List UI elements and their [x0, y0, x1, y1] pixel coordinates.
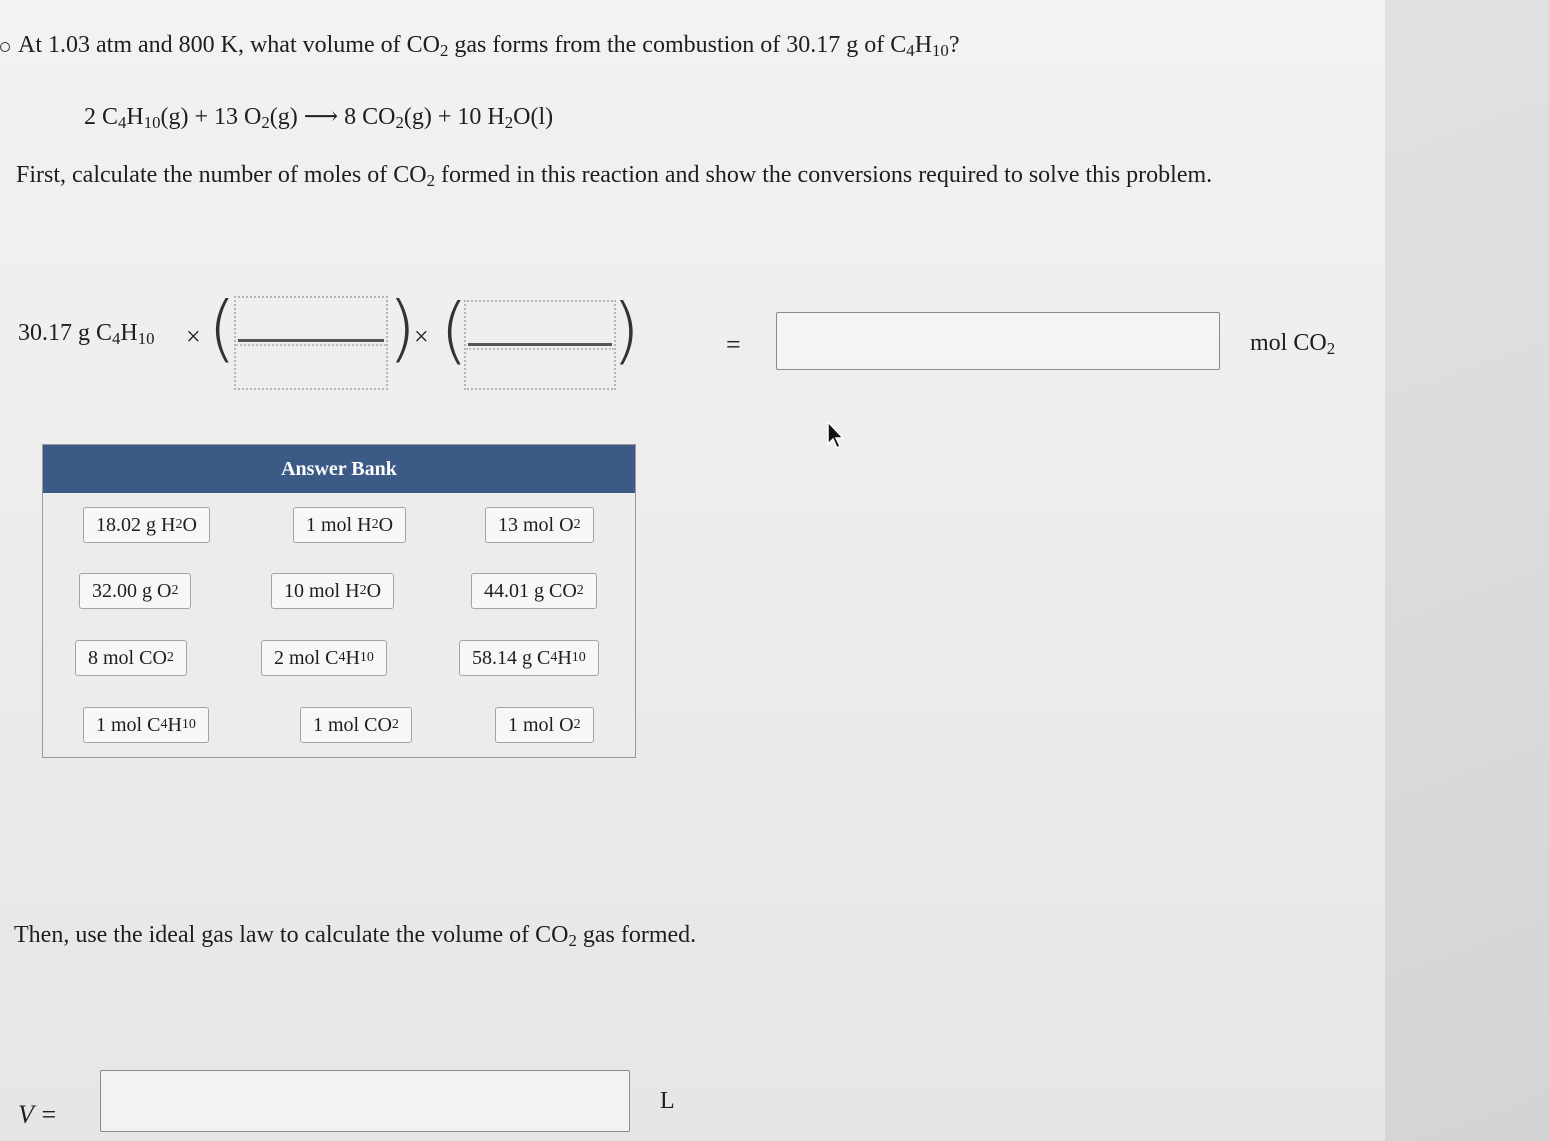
- chemical-equation: 2 $C_4H_{10}(g) + 13$ $O_2(g)$ ⟶ 8 $CO_2(g) + 10$ $H_2O(l)$: [84, 104, 554, 133]
- paren-open-2: (: [440, 288, 469, 372]
- fraction-1-numerator-slot[interactable]: [236, 298, 386, 338]
- question-bullet-icon: [0, 42, 10, 52]
- fraction-1-bar: [238, 339, 384, 342]
- paren-close-2: ): [612, 288, 641, 372]
- chip-13-mol-o2[interactable]: 13 mol O 2: [485, 507, 594, 543]
- instruction-text: First, calculate the number of moles of $CO_2$ formed in this reaction and show the conversions required to solve this problem.: [16, 162, 1213, 191]
- chip-2-mol-c4h10[interactable]: 2 mol C 4 H 10: [261, 640, 387, 676]
- conversion-fraction-1[interactable]: [234, 296, 388, 390]
- multiply-sign-2: ×: [414, 322, 429, 351]
- chip-10-mol-h2o[interactable]: 10 mol H 2 O: [271, 573, 394, 609]
- given-quantity: 30.17 g $C_4H_{10}$: [18, 320, 155, 349]
- chip-8-mol-co2[interactable]: 8 mol CO 2: [75, 640, 187, 676]
- paren-open-1: (: [208, 286, 237, 370]
- fraction-2-denominator-slot[interactable]: [466, 348, 614, 388]
- chip-1-mol-co2[interactable]: 1 mol CO 2: [300, 707, 412, 743]
- volume-unit-label: L: [660, 1088, 675, 1114]
- answer-bank: [42, 444, 636, 758]
- mouse-pointer-icon: [826, 420, 846, 450]
- chip-44-01-g-co2[interactable]: 44.01 g CO 2: [471, 573, 597, 609]
- moles-answer-input[interactable]: [776, 312, 1220, 370]
- chip-18-02-g-h2o[interactable]: 18.02 g H 2 O: [83, 507, 210, 543]
- answer-bank-title: Answer Bank: [43, 445, 635, 493]
- moles-unit-label: mol $CO_2$: [1250, 330, 1336, 359]
- fraction-2-numerator-slot[interactable]: [466, 302, 614, 342]
- volume-answer-input[interactable]: [100, 1070, 630, 1132]
- paren-close-1: ): [388, 286, 417, 370]
- chip-1-mol-o2[interactable]: 1 mol O 2: [495, 707, 594, 743]
- conversion-fraction-2[interactable]: [464, 300, 616, 390]
- question-text: At 1.03 atm and 800 K, what volume of $CO_2$ gas forms from the combustion of 30.17 g of $C_4H_{10}$?: [18, 32, 960, 61]
- volume-label: V =: [18, 1100, 58, 1129]
- multiply-sign: ×: [186, 322, 201, 351]
- fraction-1-denominator-slot[interactable]: [236, 344, 386, 388]
- chip-1-mol-h2o[interactable]: 1 mol H 2 O: [293, 507, 406, 543]
- equals-sign: =: [726, 330, 741, 359]
- fraction-2-bar: [468, 343, 612, 346]
- chip-1-mol-c4h10[interactable]: 1 mol C 4 H 10: [83, 707, 209, 743]
- chip-32-00-g-o2[interactable]: 32.00 g O 2: [79, 573, 191, 609]
- chip-58-14-g-c4h10[interactable]: 58.14 g C 4 H 10: [459, 640, 599, 676]
- ideal-gas-instruction: Then, use the ideal gas law to calculate the volume of $CO_2$ gas formed.: [14, 922, 697, 951]
